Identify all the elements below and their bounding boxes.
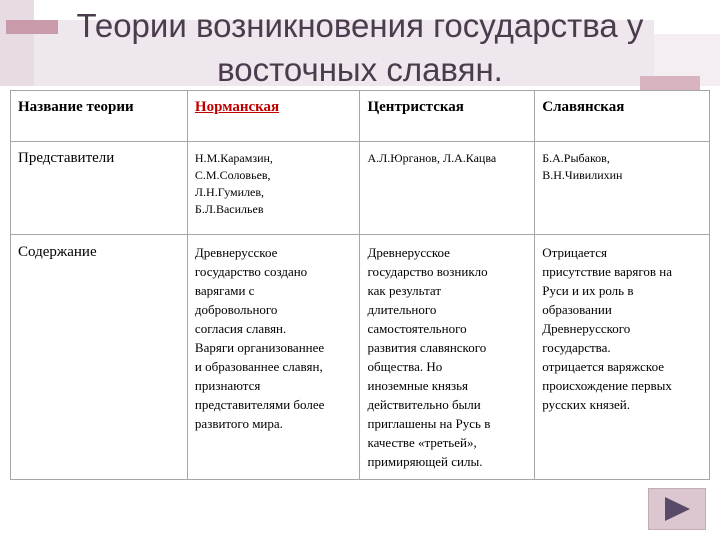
cell-text-line: добровольного	[194, 302, 278, 317]
cell-slavic-representatives	[535, 142, 710, 235]
header-cell-centrist: Центристская	[360, 91, 535, 142]
cell-text-line: государство создано	[194, 264, 308, 279]
cell-norman-content	[187, 235, 360, 480]
table-row-content	[11, 235, 710, 480]
cell-text-line: Варяги организованнее	[194, 340, 325, 355]
table-row-representatives	[11, 142, 710, 235]
cell-text-line: действительно были	[367, 397, 481, 412]
cell-text-line: государство возникло	[367, 264, 488, 279]
cell-text-line: А.Л.Юрганов, Л.А.Кацва	[367, 151, 497, 165]
cell-text-line: Руси и их роль в	[542, 283, 634, 298]
cell-text-line: русских князей.	[542, 397, 630, 412]
cell-text-line: Древнерусского	[542, 321, 631, 336]
cell-text-line: происхождение первых	[542, 378, 672, 393]
cell-text-line: представителями более	[194, 397, 325, 412]
slide-title: Теории возникновения государства у восточных славян.	[76, 7, 644, 88]
cell-text-line: Отрицается	[542, 245, 608, 260]
cell-slavic-content	[535, 235, 710, 480]
cell-text-line: общества. Но	[367, 359, 443, 374]
cell-text-line: образовании	[542, 302, 612, 317]
cell-text-line: Древнерусское	[194, 245, 278, 260]
cell-text-line: Б.А.Рыбаков,	[542, 151, 610, 165]
cell-text-line: Б.Л.Васильев	[194, 202, 264, 216]
cell-norman-representatives	[187, 142, 360, 235]
theories-table	[10, 90, 710, 480]
cell-text-line: развитого мира.	[194, 416, 283, 431]
cell-text-line: С.М.Соловьев,	[194, 168, 271, 182]
cell-centrist-representatives	[360, 142, 535, 235]
row-label-representatives: Представители	[11, 142, 188, 235]
cell-text-line: Древнерусское	[367, 245, 450, 260]
cell-text-line: примиряющей силы.	[367, 454, 483, 469]
cell-text-line: иноземные князья	[367, 378, 469, 393]
cell-text-line: Н.М.Карамзин,	[194, 151, 273, 165]
cell-text-line: признаются	[194, 378, 261, 393]
cell-text-line: В.Н.Чивилихин	[542, 168, 623, 182]
row-label-content: Содержание	[11, 235, 188, 480]
cell-text-line: приглашены на Русь в	[367, 416, 491, 431]
cell-text-line: государства.	[542, 340, 611, 355]
cell-text-line: Л.Н.Гумилев,	[194, 185, 265, 199]
cell-text-line: согласия славян.	[194, 321, 287, 336]
cell-text-line: присутствие варягов на	[542, 264, 672, 279]
cell-text-line: как результат	[367, 283, 442, 298]
header-cell-norman[interactable]: Норманская	[187, 91, 360, 142]
cell-text-line: и образованнее славян,	[194, 359, 323, 374]
cell-centrist-content	[360, 235, 535, 480]
header-cell-theory-name: Название теории	[11, 91, 188, 142]
header-cell-slavic: Славянская	[535, 91, 710, 142]
cell-text-line: самостоятельного	[367, 321, 467, 336]
next-slide-button[interactable]	[648, 488, 706, 530]
cell-text-line: развития славянского	[367, 340, 487, 355]
cell-text-line: качестве «третьей»,	[367, 435, 477, 450]
table-header-row	[11, 91, 710, 142]
play-triangle-icon	[662, 496, 692, 522]
cell-text-line: длительного	[367, 302, 437, 317]
cell-text-line: отрицается варяжское	[542, 359, 665, 374]
cell-text-line: варягами с	[194, 283, 255, 298]
